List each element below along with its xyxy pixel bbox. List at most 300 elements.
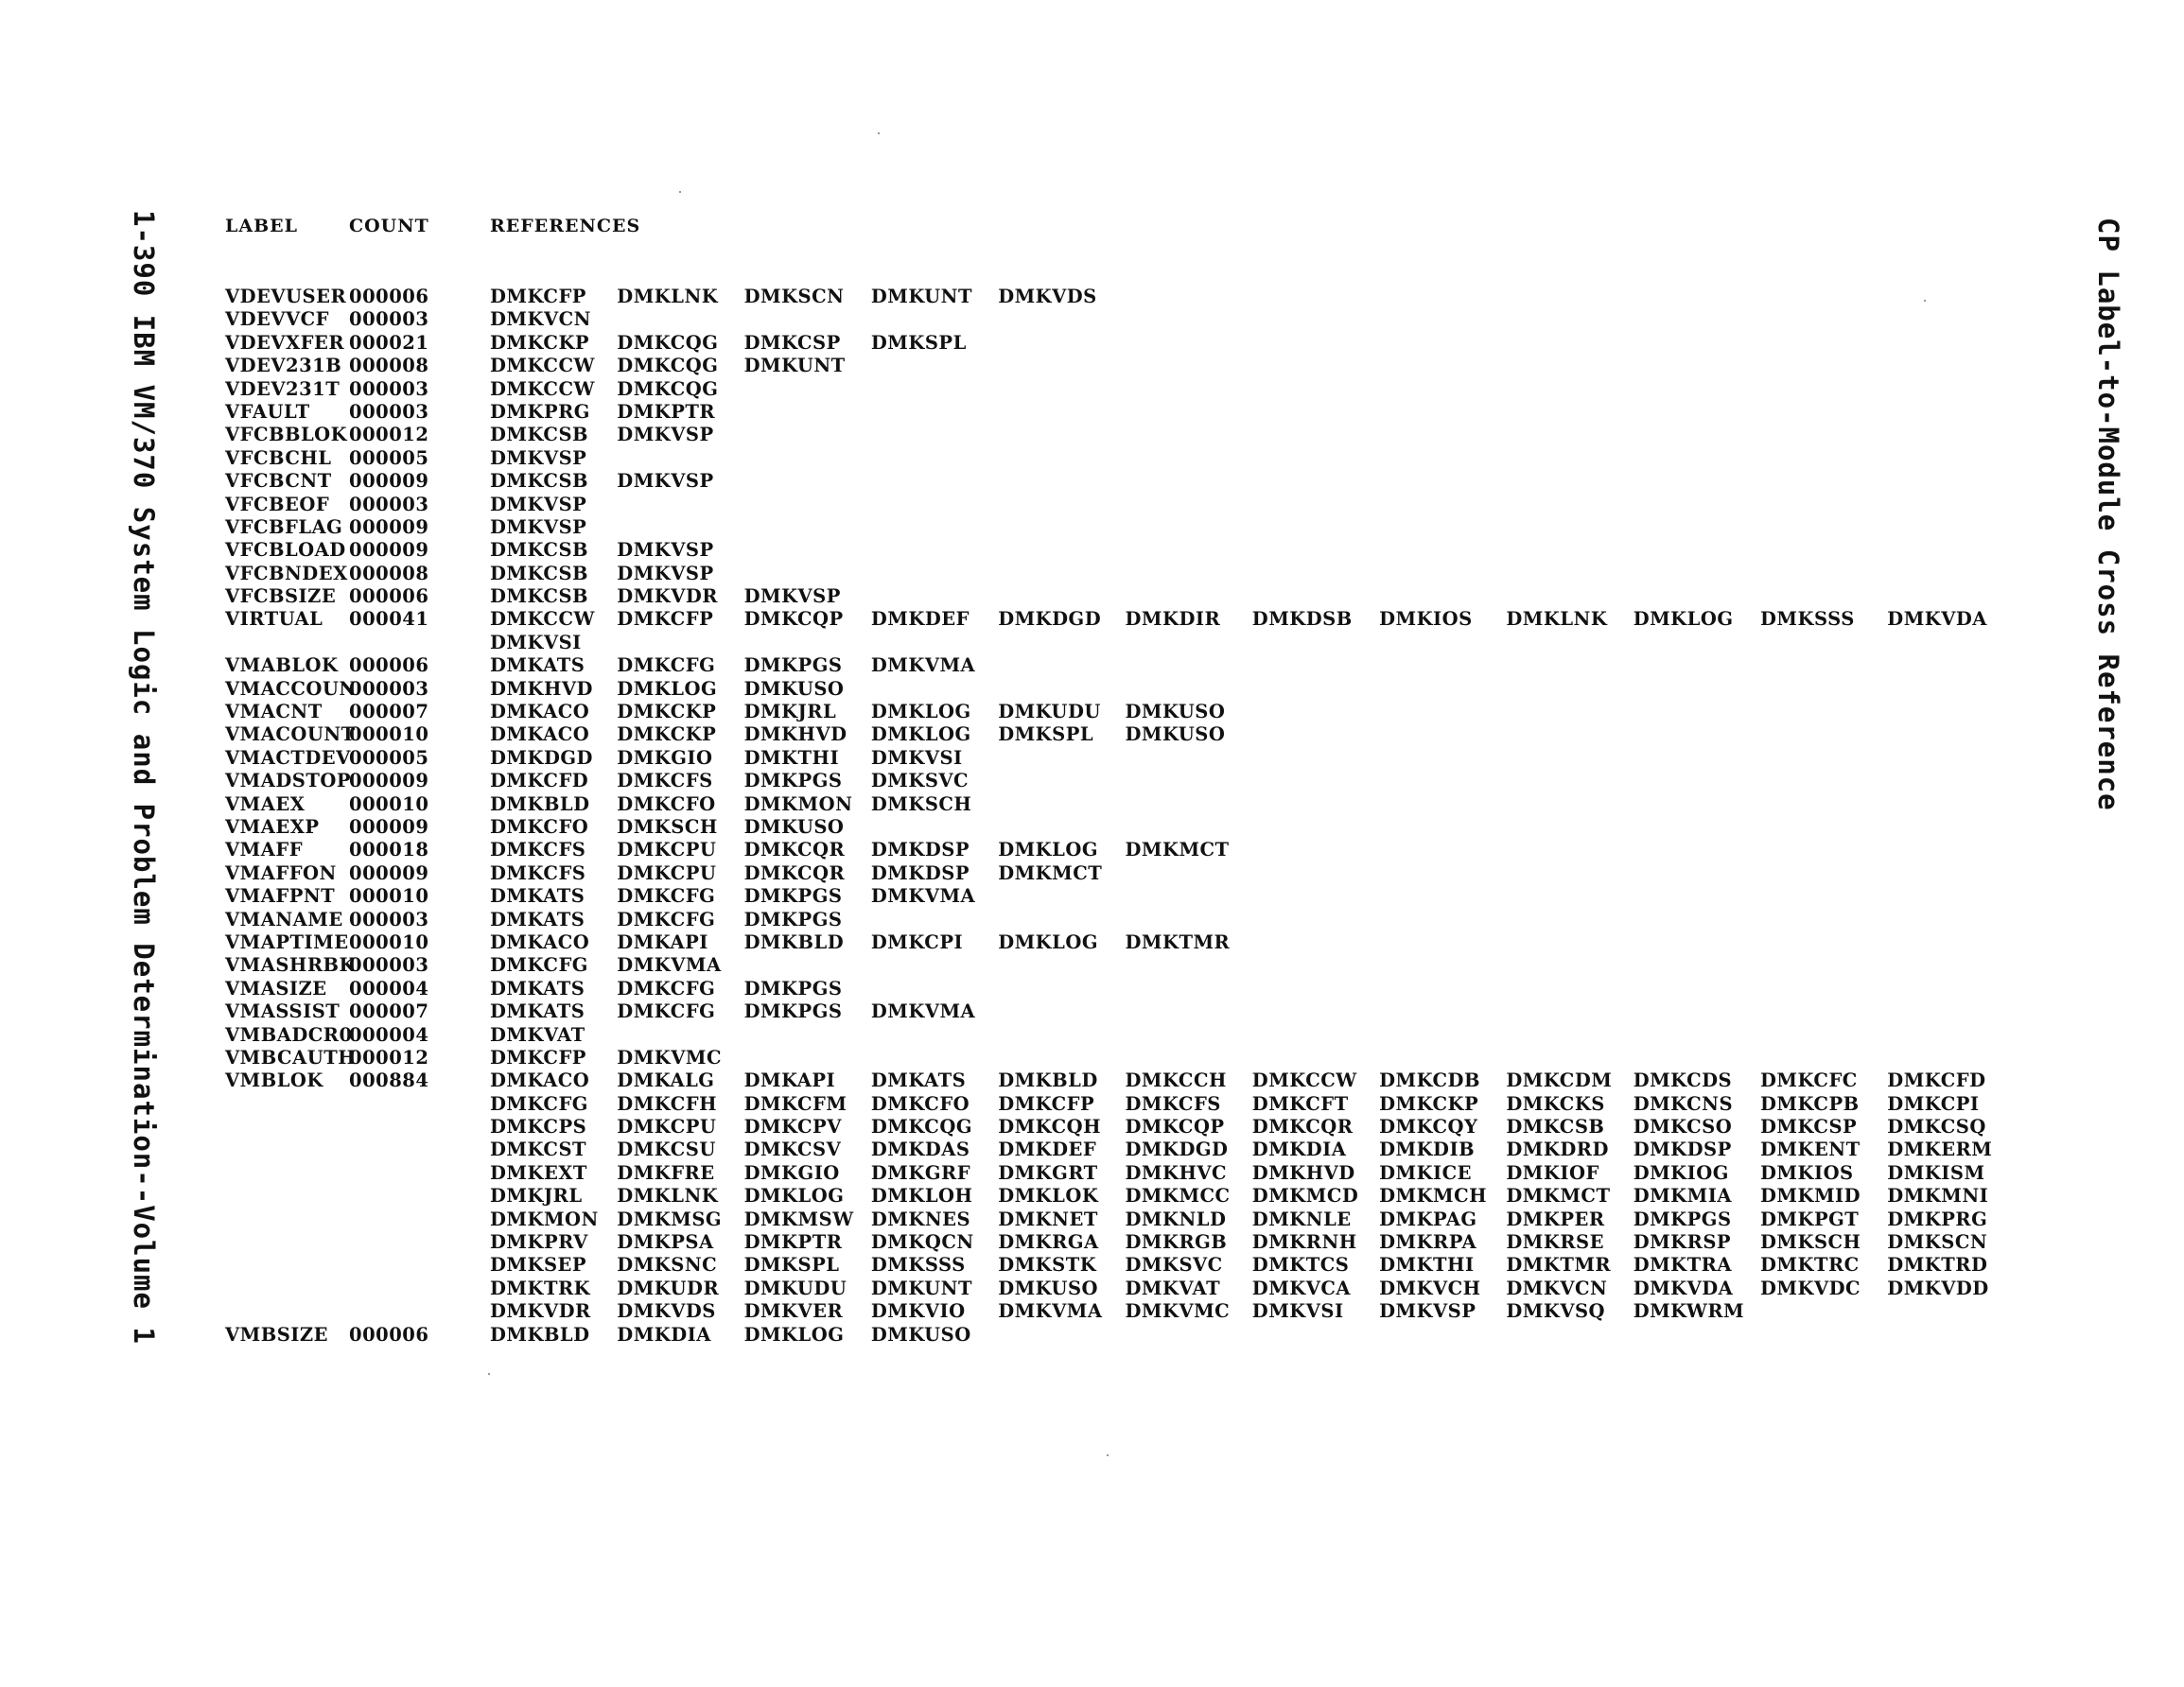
row-reference: DMKCFG <box>490 1092 588 1115</box>
row-reference: DMKCFP <box>617 608 714 631</box>
row-label: VMACCOUN <box>225 677 357 700</box>
row-reference: DMKVCA <box>1251 1277 1352 1299</box>
row-label: VFCBEOF <box>225 493 330 515</box>
row-reference: DMKCKP <box>617 723 717 746</box>
row-reference: DMKDIR <box>1125 608 1221 631</box>
row-reference: DMKVDR <box>617 585 718 608</box>
row-label: VMBCAUTH <box>225 1046 357 1069</box>
row-reference: DMKHVD <box>1251 1161 1355 1184</box>
scan-speck <box>878 132 880 134</box>
scan-speck <box>679 191 681 193</box>
row-reference: DMKACO <box>490 930 590 953</box>
table-row <box>225 470 2022 493</box>
row-label: VFCBLOAD <box>225 539 346 562</box>
row-label: VFCBSIZE <box>225 585 337 608</box>
row-reference: DMKPGS <box>743 885 843 908</box>
row-reference: DMKSVC <box>1125 1254 1223 1277</box>
row-count: 000018 <box>349 839 429 861</box>
row-label: VMACOUNT <box>225 723 356 746</box>
row-count: 000009 <box>349 861 429 884</box>
table-row <box>225 1000 2022 1023</box>
row-reference: DMKFRE <box>617 1161 715 1184</box>
row-reference: DMKPTR <box>743 1231 843 1254</box>
row-reference: DMKLOG <box>870 723 971 746</box>
table-row <box>225 931 2022 954</box>
row-reference: DMKPGS <box>743 1000 843 1023</box>
row-reference: DMKCFS <box>490 839 586 861</box>
row-reference: DMKPGS <box>1633 1208 1732 1230</box>
row-reference: DMKSCH <box>617 815 718 838</box>
row-reference: DMKCFO <box>490 815 589 838</box>
row-reference: DMKCQP <box>743 608 844 631</box>
row-reference: DMKBLD <box>490 1323 590 1346</box>
row-reference: DMKTMR <box>1125 930 1231 953</box>
row-reference: DMKCDM <box>1506 1070 1613 1092</box>
table-row <box>225 1324 2022 1347</box>
row-reference: DMKGRT <box>998 1161 1098 1184</box>
row-reference: DMKCSB <box>1506 1116 1605 1139</box>
row-reference: DMKATS <box>490 908 585 930</box>
row-reference: DMKPGS <box>743 770 843 792</box>
row-label: VMADSTOP <box>225 770 351 792</box>
row-reference: DMKVSP <box>490 446 587 469</box>
row-reference: DMKATS <box>490 1000 585 1023</box>
row-reference: DMKVMA <box>998 1300 1103 1323</box>
row-reference: DMKVAT <box>490 1023 585 1046</box>
row-reference: DMKLOG <box>998 930 1098 953</box>
row-reference: DMKCQG <box>617 331 719 354</box>
table-row <box>225 701 2022 723</box>
row-reference: DMKCFS <box>1125 1092 1221 1115</box>
table-row <box>225 1278 2022 1300</box>
table-row <box>225 793 2022 816</box>
row-reference: DMKCSB <box>490 562 589 584</box>
row-count: 000008 <box>349 562 429 584</box>
row-reference: DMKRSE <box>1506 1231 1604 1254</box>
row-count: 000012 <box>349 1046 429 1069</box>
row-reference: DMKVSI <box>490 631 582 653</box>
row-reference: DMKCQR <box>743 839 846 861</box>
row-count: 000003 <box>349 377 429 400</box>
row-label: VIRTUAL <box>225 608 323 631</box>
column-headers <box>225 216 2022 240</box>
table-row <box>225 885 2022 908</box>
table-row <box>225 1254 2022 1277</box>
row-reference: DMKLOG <box>1633 608 1734 631</box>
table-row <box>225 816 2022 839</box>
row-label: VMASHRBK <box>225 954 356 977</box>
running-footer-title: 1-390 IBM VM/370 System Logic and Problem Determination--Volume 1 <box>128 210 160 1345</box>
row-reference: DMKCCW <box>490 608 595 631</box>
row-count: 000008 <box>349 355 429 377</box>
row-reference: DMKJRL <box>490 1185 583 1208</box>
row-label: VMANAME <box>225 908 343 930</box>
row-reference: DMKSPL <box>998 723 1094 746</box>
row-label: VMACTDEV <box>225 746 351 769</box>
row-reference: DMKVSP <box>743 585 841 608</box>
row-reference: DMKUSO <box>1125 723 1226 746</box>
row-reference: DMKATS <box>870 1070 967 1092</box>
table-row <box>225 1070 2022 1092</box>
row-reference: DMKMCC <box>1125 1185 1231 1208</box>
row-reference: DMKPGT <box>1760 1208 1860 1230</box>
row-reference: DMKCFM <box>743 1092 847 1115</box>
row-count: 000010 <box>349 885 429 908</box>
table-row <box>225 355 2022 377</box>
row-reference: DMKTRK <box>490 1277 591 1299</box>
table-row <box>225 862 2022 885</box>
row-count: 000005 <box>349 446 429 469</box>
row-reference: DMKCFG <box>617 654 716 677</box>
row-reference: DMKHVD <box>490 677 593 700</box>
row-reference: DMKCFS <box>490 861 586 884</box>
row-reference: DMKTHI <box>1379 1254 1475 1277</box>
row-reference: DMKVDS <box>998 286 1097 307</box>
row-reference: DMKPGS <box>743 977 843 1000</box>
row-reference: DMKHVC <box>1125 1161 1228 1184</box>
row-reference: DMKUDR <box>617 1277 720 1299</box>
row-reference: DMKCPB <box>1760 1092 1860 1115</box>
row-reference: DMKCPV <box>743 1116 842 1139</box>
row-reference: DMKRGB <box>1125 1231 1228 1254</box>
row-count: 000005 <box>349 746 429 769</box>
row-reference: DMKVSP <box>1379 1300 1476 1323</box>
row-reference: DMKMSG <box>617 1208 723 1230</box>
row-reference: DMKJRL <box>743 701 837 723</box>
table-row <box>225 723 2022 746</box>
row-reference: DMKATS <box>490 977 585 1000</box>
row-reference: DMKUSO <box>743 815 845 838</box>
row-reference: DMKUSO <box>743 677 845 700</box>
row-label: VMBADCR0 <box>225 1023 353 1046</box>
row-reference: DMKDIB <box>1379 1139 1476 1161</box>
row-reference: DMKCQH <box>998 1116 1102 1139</box>
row-reference: DMKAPI <box>743 1070 836 1092</box>
row-reference: DMKCPU <box>617 1116 717 1139</box>
row-label: VFCBBLOK <box>225 424 348 446</box>
row-reference: DMKEXT <box>490 1161 587 1184</box>
row-reference: DMKTRC <box>1760 1254 1860 1277</box>
row-label: VFAULT <box>225 400 310 423</box>
header-label: LABEL <box>225 216 299 236</box>
table-row <box>225 839 2022 861</box>
row-reference: DMKCSP <box>743 331 841 354</box>
row-reference: DMKCFP <box>490 286 586 307</box>
row-reference: DMKUSO <box>1125 701 1226 723</box>
row-reference: DMKCKP <box>490 331 590 354</box>
row-reference: DMKDSP <box>1633 1139 1732 1161</box>
row-reference: DMKVSQ <box>1506 1300 1606 1323</box>
row-label: VMAFF <box>225 839 304 861</box>
table-row <box>225 494 2022 516</box>
row-count: 000006 <box>349 286 429 307</box>
row-reference: DMKMID <box>1760 1185 1861 1208</box>
row-reference: DMKCQG <box>617 355 719 377</box>
row-reference: DMKCDB <box>1379 1070 1480 1092</box>
row-reference: DMKMON <box>743 792 853 815</box>
row-label: VFCBFLAG <box>225 515 343 538</box>
row-reference: DMKCFD <box>1887 1070 1986 1092</box>
row-reference: DMKPGS <box>743 908 843 930</box>
row-reference: DMKPRV <box>490 1231 588 1254</box>
row-label: VMBSIZE <box>225 1323 328 1346</box>
table-row <box>225 1047 2022 1070</box>
row-count: 000003 <box>349 954 429 977</box>
row-count: 000003 <box>349 493 429 515</box>
row-reference: DMKBLD <box>743 930 845 953</box>
row-reference: DMKRPA <box>1379 1231 1477 1254</box>
table-row <box>225 516 2022 539</box>
row-reference: DMKTHI <box>743 746 840 769</box>
row-reference: DMKLOG <box>870 701 971 723</box>
row-reference: DMKVMA <box>870 1000 976 1023</box>
table-row <box>225 1300 2022 1323</box>
row-reference: DMKDSP <box>870 861 970 884</box>
row-count: 000003 <box>349 677 429 700</box>
table-row <box>225 1231 2022 1254</box>
row-reference: DMKTRA <box>1633 1254 1732 1277</box>
row-reference: DMKACO <box>490 723 590 746</box>
table-row <box>225 654 2022 677</box>
table-row <box>225 401 2022 424</box>
row-reference: DMKCQP <box>1125 1116 1225 1139</box>
row-reference: DMKRNH <box>1251 1231 1357 1254</box>
row-label: VMASSIST <box>225 1000 341 1023</box>
row-reference: DMKTMR <box>1506 1254 1612 1277</box>
row-reference: DMKCQR <box>743 861 846 884</box>
row-label: VMAEX <box>225 792 306 815</box>
row-reference: DMKUDU <box>743 1277 847 1299</box>
row-reference: DMKVSP <box>617 562 714 584</box>
row-reference: DMKICE <box>1379 1161 1473 1184</box>
row-reference: DMKMON <box>490 1208 599 1230</box>
row-reference: DMKCPU <box>617 839 717 861</box>
row-count: 000010 <box>349 723 429 746</box>
table-row <box>225 909 2022 931</box>
row-reference: DMKPTR <box>617 400 716 423</box>
row-reference: DMKCSQ <box>1887 1116 1986 1139</box>
table-row <box>225 1139 2022 1161</box>
row-count: 000012 <box>349 424 429 446</box>
table-row <box>225 747 2022 770</box>
row-reference: DMKQCN <box>870 1231 974 1254</box>
row-reference: DMKUNT <box>870 286 972 307</box>
row-reference: DMKBLD <box>490 792 590 815</box>
row-label: VMASIZE <box>225 977 327 1000</box>
row-reference: DMKCFP <box>490 1046 586 1069</box>
row-reference: DMKUNT <box>870 1277 972 1299</box>
row-reference: DMKCKP <box>1379 1092 1479 1115</box>
row-reference: DMKDAS <box>870 1139 970 1161</box>
row-reference: DMKDGD <box>1125 1139 1229 1161</box>
table-row <box>225 332 2022 355</box>
row-reference: DMKISM <box>1887 1161 1985 1184</box>
row-reference: DMKCFG <box>617 885 716 908</box>
row-count: 000006 <box>349 1323 429 1346</box>
row-reference: DMKIOS <box>1379 608 1473 631</box>
row-reference: DMKCSO <box>1633 1116 1733 1139</box>
row-reference: DMKNET <box>998 1208 1098 1230</box>
row-count: 000021 <box>349 331 429 354</box>
row-reference: DMKCSV <box>743 1139 842 1161</box>
row-reference: DMKBLD <box>998 1070 1098 1092</box>
row-reference: DMKIOS <box>1760 1161 1854 1184</box>
row-reference: DMKVDC <box>1760 1277 1861 1299</box>
table-row <box>225 286 2022 308</box>
row-reference: DMKCQG <box>617 377 719 400</box>
row-count: 000009 <box>349 539 429 562</box>
row-reference: DMKHVD <box>743 723 847 746</box>
row-reference: DMKCSB <box>490 470 589 493</box>
row-reference: DMKCFG <box>490 954 588 977</box>
row-reference: DMKTCS <box>1251 1254 1350 1277</box>
row-count: 000009 <box>349 470 429 493</box>
row-count: 000004 <box>349 1023 429 1046</box>
row-reference: DMKVDS <box>617 1300 716 1323</box>
row-reference: DMKCST <box>490 1139 587 1161</box>
row-reference: DMKLOK <box>998 1185 1099 1208</box>
row-reference: DMKCFG <box>617 977 716 1000</box>
row-label: VMAFPNT <box>225 885 336 908</box>
row-reference: DMKGRF <box>870 1161 971 1184</box>
row-reference: DMKSSS <box>870 1254 966 1277</box>
row-reference: DMKSCH <box>870 792 972 815</box>
row-reference: DMKCPU <box>617 861 717 884</box>
row-label: VDEV231T <box>225 377 341 400</box>
row-label: VMACNT <box>225 701 323 723</box>
row-reference: DMKSSS <box>1760 608 1855 631</box>
row-label: VMABLOK <box>225 654 339 677</box>
row-count: 000010 <box>349 792 429 815</box>
row-reference: DMKLOH <box>870 1185 973 1208</box>
row-reference: DMKDGD <box>998 608 1102 631</box>
row-reference: DMKVCH <box>1379 1277 1481 1299</box>
row-reference: DMKPGS <box>743 654 843 677</box>
row-reference: DMKVDD <box>1887 1277 1989 1299</box>
row-reference: DMKACO <box>490 1070 590 1092</box>
row-reference: DMKDEF <box>870 608 970 631</box>
cross-reference-table <box>225 286 2022 1347</box>
row-count: 000010 <box>349 930 429 953</box>
row-reference: DMKCSB <box>490 539 589 562</box>
table-row <box>225 585 2022 608</box>
row-reference: DMKUDU <box>998 701 1101 723</box>
row-reference: DMKLNK <box>617 1185 719 1208</box>
row-reference: DMKDEF <box>998 1139 1097 1161</box>
row-reference: DMKSTK <box>998 1254 1097 1277</box>
row-reference: DMKSCN <box>1887 1231 1988 1254</box>
row-reference: DMKVDR <box>490 1300 591 1323</box>
row-reference: DMKVDA <box>1633 1277 1734 1299</box>
row-reference: DMKCCW <box>490 377 595 400</box>
row-reference: DMKMSW <box>743 1208 854 1230</box>
row-reference: DMKCFT <box>1251 1092 1349 1115</box>
row-reference: DMKGIO <box>743 1161 840 1184</box>
row-reference: DMKCSB <box>490 585 589 608</box>
row-count: 000006 <box>349 585 429 608</box>
row-reference: DMKVSI <box>1251 1300 1344 1323</box>
row-reference: DMKLOG <box>743 1185 845 1208</box>
row-reference: DMKCNS <box>1633 1092 1734 1115</box>
row-reference: DMKCDS <box>1633 1070 1733 1092</box>
row-label: VMAFFON <box>225 861 337 884</box>
row-reference: DMKCFO <box>870 1092 970 1115</box>
row-reference: DMKMCT <box>998 861 1103 884</box>
row-reference: DMKCFP <box>998 1092 1095 1115</box>
table-row <box>225 1209 2022 1231</box>
table-row <box>225 632 2022 654</box>
row-reference: DMKVSI <box>870 746 963 769</box>
row-reference: DMKMNI <box>1887 1185 1989 1208</box>
row-reference: DMKIOG <box>1633 1161 1729 1184</box>
row-reference: DMKPRG <box>490 400 590 423</box>
table-row <box>225 1116 2022 1139</box>
table-row <box>225 563 2022 585</box>
row-reference: DMKNES <box>870 1208 971 1230</box>
row-reference: DMKSPL <box>743 1254 840 1277</box>
row-count: 000009 <box>349 515 429 538</box>
row-reference: DMKLOG <box>617 677 718 700</box>
row-reference: DMKUSO <box>870 1323 971 1346</box>
table-row <box>225 1162 2022 1185</box>
row-reference: DMKCSU <box>617 1139 716 1161</box>
row-label: VFCBNDEX <box>225 562 348 584</box>
row-label: VMAPTIME <box>225 930 349 953</box>
row-reference: DMKCCW <box>1251 1070 1357 1092</box>
row-reference: DMKIOF <box>1506 1161 1599 1184</box>
row-label: VDEV231B <box>225 355 342 377</box>
table-row <box>225 378 2022 401</box>
row-reference: DMKCSP <box>1760 1116 1858 1139</box>
row-reference: DMKRGA <box>998 1231 1099 1254</box>
row-count: 000041 <box>349 608 429 631</box>
row-reference: DMKVIO <box>870 1300 966 1323</box>
table-row <box>225 1093 2022 1116</box>
row-count: 000004 <box>349 977 429 1000</box>
row-count: 000003 <box>349 308 429 331</box>
row-reference: DMKCFS <box>617 770 713 792</box>
row-label: VDEVUSER <box>225 286 347 307</box>
row-count: 000009 <box>349 770 429 792</box>
row-label: VDEVVCF <box>225 308 330 331</box>
row-reference: DMKTRD <box>1887 1254 1988 1277</box>
row-reference: DMKLOG <box>998 839 1098 861</box>
row-reference: DMKVMA <box>870 654 976 677</box>
row-reference: DMKCSB <box>490 424 589 446</box>
row-reference: DMKERM <box>1887 1139 1993 1161</box>
row-reference: DMKSCH <box>1760 1231 1861 1254</box>
row-reference: DMKENT <box>1760 1139 1861 1161</box>
row-reference: DMKVSP <box>617 539 714 562</box>
table-row <box>225 954 2022 977</box>
row-label: VMAEXP <box>225 815 320 838</box>
table-row <box>225 308 2022 331</box>
table-row <box>225 539 2022 562</box>
row-reference: DMKNLE <box>1251 1208 1352 1230</box>
row-label: VDEVXFER <box>225 331 345 354</box>
row-reference: DMKWRM <box>1633 1300 1745 1323</box>
row-label: VMBLOK <box>225 1070 323 1092</box>
row-count: 000003 <box>349 908 429 930</box>
row-reference: DMKCFO <box>617 792 716 815</box>
row-reference: DMKDSP <box>870 839 970 861</box>
row-reference: DMKPRG <box>1887 1208 1988 1230</box>
row-reference: DMKCKS <box>1506 1092 1605 1115</box>
row-reference: DMKLNK <box>617 286 719 307</box>
row-reference: DMKMCH <box>1379 1185 1488 1208</box>
row-reference: DMKPAG <box>1379 1208 1477 1230</box>
table-row <box>225 608 2022 631</box>
